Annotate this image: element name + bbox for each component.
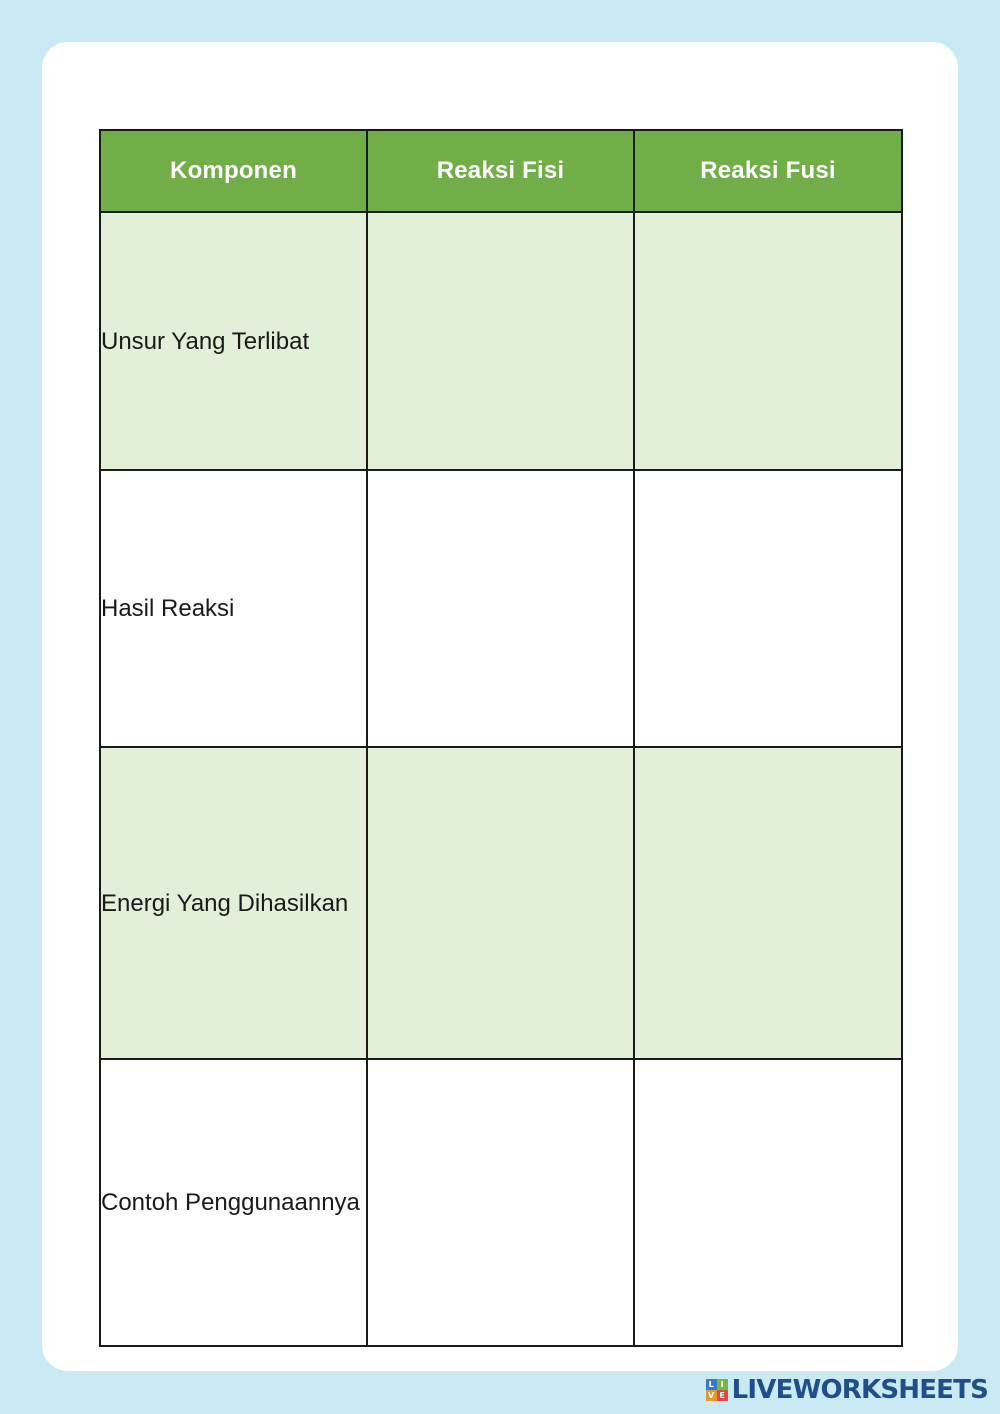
answer-cell-fisi[interactable] (367, 470, 634, 747)
table-row (100, 470, 902, 747)
table-row (100, 747, 902, 1059)
liveworksheets-logo-icon: L I V E (706, 1379, 728, 1401)
answer-cell-fusi[interactable] (634, 1059, 902, 1346)
answer-cell-fusi[interactable] (634, 470, 902, 747)
table-row (100, 1059, 902, 1346)
header-reaksi-fisi: Reaksi Fisi (367, 130, 634, 212)
header-reaksi-fusi: Reaksi Fusi (634, 130, 902, 212)
row-label: Hasil Reaksi (100, 470, 367, 747)
row-label: Contoh Penggunaannya (100, 1059, 367, 1346)
liveworksheets-logo (706, 1373, 988, 1407)
answer-cell-fisi[interactable] (367, 1059, 634, 1346)
table-header-row (100, 130, 902, 212)
answer-cell-fisi[interactable] (367, 747, 634, 1059)
liveworksheets-wordmark: LIVEWORKSHEETS (731, 1375, 988, 1405)
comparison-table (99, 129, 903, 1347)
header-komponen: Komponen (100, 130, 367, 212)
row-label: Unsur Yang Terlibat (100, 212, 367, 470)
table-row (100, 212, 902, 470)
answer-cell-fusi[interactable] (634, 212, 902, 470)
answer-cell-fusi[interactable] (634, 747, 902, 1059)
row-label: Energi Yang Dihasilkan (100, 747, 367, 1059)
answer-cell-fisi[interactable] (367, 212, 634, 470)
